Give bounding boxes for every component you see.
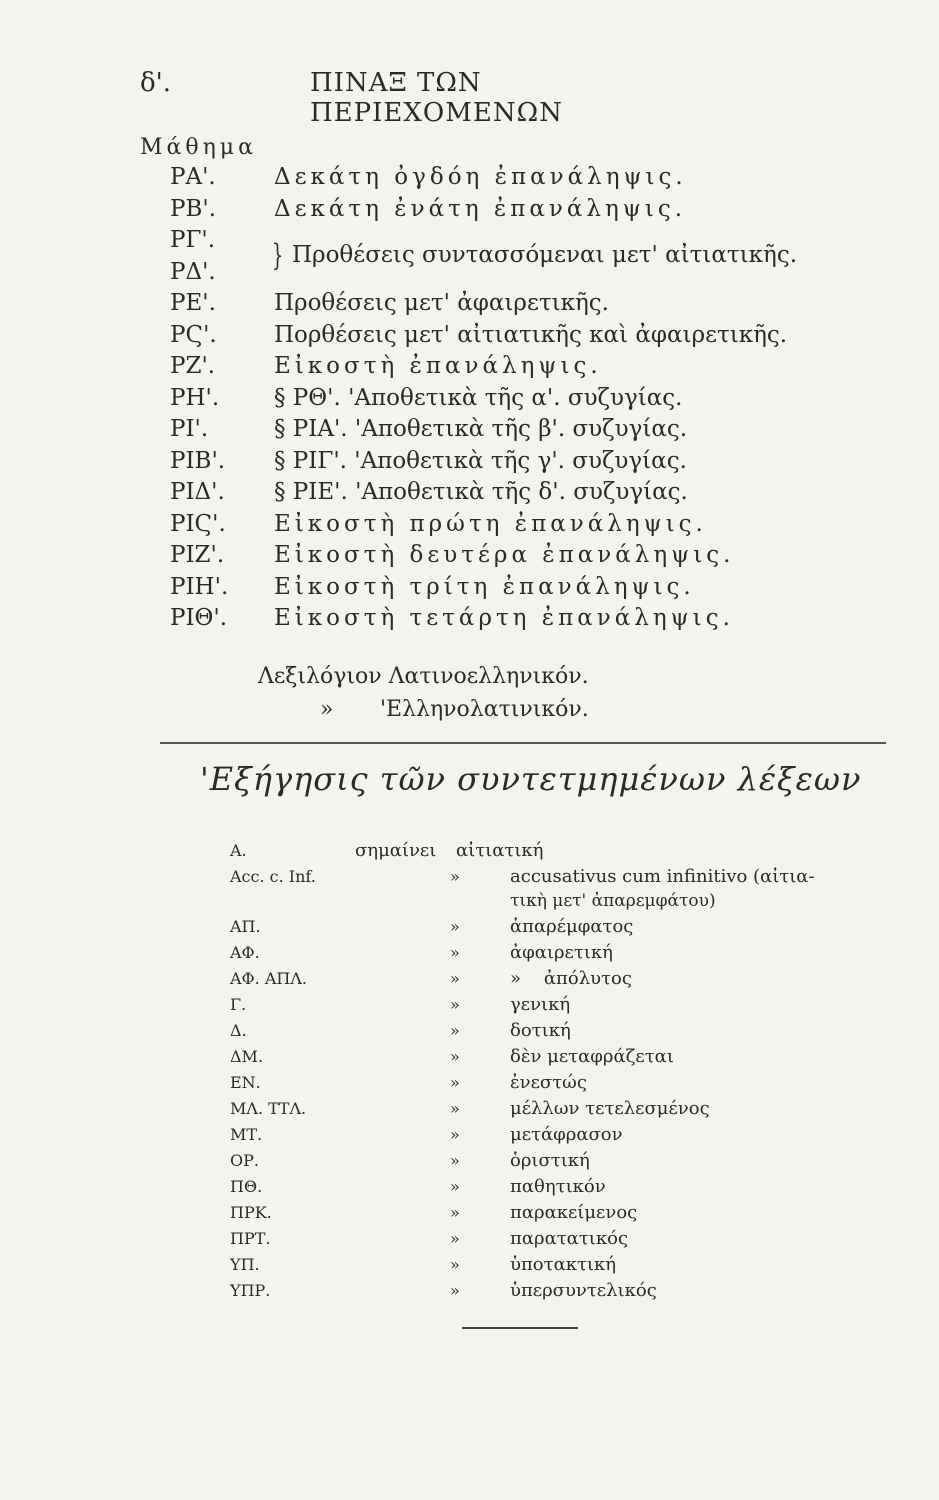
toc-text: § ΡΙΓ'. 'Αποθετικὰ τῆς γ'. συζυγίας. (274, 447, 687, 474)
ditto-mark: » (450, 1229, 460, 1248)
closing-rule (462, 1327, 578, 1329)
toc-number: ΡΗ'. (170, 384, 220, 411)
abbr-row (230, 1122, 910, 1148)
toc-entry (170, 477, 870, 509)
abbr-key: ΠΡΚ. (230, 1203, 272, 1222)
toc-number: ΡΓ'. (170, 227, 216, 253)
toc-entry (170, 320, 870, 352)
toc-number: ΡΙΘ'. (170, 605, 228, 631)
abbr-row (230, 1200, 910, 1226)
abbr-key: ΠΡΤ. (230, 1229, 271, 1248)
abbr-row (230, 1096, 910, 1122)
ditto-mark: » (450, 1021, 460, 1040)
toc-bracket-text: Προθέσεις συντασσόμεναι μετ' αἰτιατικῆς. (292, 242, 798, 268)
ditto-mark: » (450, 867, 460, 886)
ditto-mark: » (450, 943, 460, 962)
abbr-meaning: δοτική (510, 1020, 571, 1041)
abbr-key: ΔΜ. (230, 1047, 264, 1066)
toc-text: § ΡΙΑ'. 'Αποθετικὰ τῆς β'. συζυγίας. (274, 416, 688, 442)
ditto-mark: » (450, 1255, 460, 1274)
ditto-mark: » (450, 1281, 460, 1300)
abbr-row (230, 1044, 910, 1070)
abbr-key: ΑΦ. ΑΠΛ. (230, 969, 307, 988)
abbr-row (230, 1174, 910, 1200)
abbr-row (230, 838, 910, 864)
toc-entry (170, 383, 870, 415)
abbr-meaning: μετάφρασον (510, 1124, 623, 1145)
abbr-key: ΑΠ. (230, 917, 261, 936)
abbr-meaning: αἰτιατική (456, 840, 544, 861)
abbr-key: ΜΤ. (230, 1125, 263, 1144)
abbr-key: ΥΠ. (230, 1255, 260, 1274)
brace-icon: } (271, 238, 284, 273)
abbr-key: Α. (230, 841, 247, 860)
abbr-meaning: ἐνεστώς (510, 1072, 587, 1093)
abbr-row (230, 940, 910, 966)
abbr-key: Acc. c. Inf. (230, 867, 316, 886)
toc-entry (170, 257, 870, 289)
lexicon-latin-greek: Λεξιλόγιον Λατινοελληνικόν. (258, 664, 589, 689)
toc-number: ΡΔ'. (170, 258, 216, 285)
toc-number: ΡΙ'. (170, 416, 209, 442)
abbr-key: ΕΝ. (230, 1073, 261, 1092)
toc-entry (170, 603, 870, 635)
abbr-meaning: μέλλων τετελεσμένος (510, 1098, 710, 1119)
toc-number: ΡΙΖ'. (170, 542, 225, 568)
ditto-mark: » (450, 1099, 460, 1118)
ditto-mark: » (450, 995, 460, 1014)
abbr-meaning: accusativus cum infinitivo (αἰτια- (510, 866, 815, 887)
toc-number: ΡΑ'. (170, 164, 216, 190)
toc-text: § ΡΘ'. 'Αποθετικὰ τῆς α'. συζυγίας. (274, 384, 683, 411)
abbr-key: ΥΠΡ. (230, 1281, 271, 1300)
abbr-key: ΜΛ. ΤΤΛ. (230, 1099, 307, 1118)
abbr-row (230, 864, 910, 914)
ditto-mark: » (450, 1151, 460, 1170)
toc-entry (170, 572, 870, 604)
abbr-meaning: ἀπαρέμφατος (510, 916, 634, 937)
toc-list (170, 162, 870, 635)
toc-text: Εἰκοστὴ ἐπανάληψις. (274, 353, 602, 379)
toc-number: ΡΖ'. (170, 353, 216, 379)
ditto-mark: » (320, 697, 334, 722)
toc-number: ΡΙϚ'. (170, 510, 226, 537)
abbreviations-list (230, 838, 910, 1304)
abbr-row (230, 1070, 910, 1096)
toc-label: Μάθημα (140, 135, 257, 160)
toc-entry (170, 446, 870, 478)
abbr-meaning: παρακείμενος (510, 1202, 638, 1223)
page-header (140, 68, 740, 128)
abbr-key: ΠΘ. (230, 1177, 263, 1196)
abbr-meaning-continuation: τικὴ μετ' ἀπαρεμφάτου) (510, 891, 716, 911)
toc-text: Εἰκοστὴ πρώτη ἐπανάληψις. (274, 510, 707, 537)
abbr-row (230, 966, 910, 992)
abbr-row (230, 992, 910, 1018)
toc-entry (170, 194, 870, 226)
toc-entry (170, 288, 870, 320)
lexicon-greek-latin-text: 'Ελληνολατινικόν. (380, 697, 589, 722)
toc-text: Προθέσεις μετ' ἀφαιρετικῆς. (274, 290, 609, 316)
abbr-row (230, 914, 910, 940)
toc-number: ΡϚ'. (170, 321, 217, 348)
abbr-row (230, 1278, 910, 1304)
abbr-meaning: παρατατικός (510, 1228, 629, 1249)
abbr-meaning: παθητικόν (510, 1176, 606, 1197)
ditto-mark: » (450, 969, 460, 988)
lexicon-greek-latin (258, 697, 589, 722)
ditto-mark: » (450, 917, 460, 936)
abbr-key: ΟΡ. (230, 1151, 259, 1170)
abbr-meaning: ὁριστική (510, 1150, 590, 1171)
ditto-mark: » (450, 1073, 460, 1092)
abbr-meaning: ἀφαιρετική (510, 942, 613, 963)
section-divider (160, 742, 886, 744)
abbr-meaning: ὑπερσυντελικός (510, 1280, 657, 1301)
abbr-key: Γ. (230, 995, 247, 1014)
abbr-key: ΑΦ. (230, 943, 260, 962)
abbr-caption: σημαίνει (355, 840, 437, 861)
abbreviations-heading: 'Εξήγησις τῶν συντετμημένων λέξεων (200, 760, 862, 798)
abbr-key: Δ. (230, 1021, 247, 1040)
abbr-meaning: ὑποτακτική (510, 1254, 617, 1275)
toc-entry (170, 414, 870, 446)
toc-number: ΡΙΒ'. (170, 447, 226, 474)
toc-text: Εἰκοστὴ τετάρτη ἐπανάληψις. (274, 605, 734, 631)
ditto-mark: » (450, 1125, 460, 1144)
toc-text: Εἰκοστὴ δευτέρα ἐπανάληψις. (274, 542, 735, 568)
toc-text: Πορθέσεις μετ' αἰτιατικῆς καὶ ἀφαιρετικῆς. (274, 321, 788, 348)
abbr-row (230, 1226, 910, 1252)
toc-text: Δεκάτη ἐνάτη ἐπανάληψις. (274, 195, 687, 222)
ditto-mark: » (450, 1047, 460, 1066)
abbr-row (230, 1018, 910, 1044)
toc-entry (170, 162, 870, 194)
toc-number: ΡΙΗ'. (170, 573, 229, 600)
page-number: δ'. (140, 68, 172, 98)
abbr-row (230, 1148, 910, 1174)
toc-text: Εἰκοστὴ τρίτη ἐπανάληψις. (274, 573, 695, 600)
toc-text: § ΡΙΕ'. 'Αποθετικὰ τῆς δ'. συζυγίας. (274, 479, 688, 505)
ditto-mark: » (450, 1177, 460, 1196)
toc-number: ΡΕ'. (170, 290, 216, 316)
abbr-meaning: » ἀπόλυτος (510, 968, 632, 989)
toc-number: ΡΙΔ'. (170, 479, 225, 505)
toc-entry (170, 509, 870, 541)
abbr-meaning: γενική (510, 994, 571, 1015)
abbr-meaning: δὲν μεταφράζεται (510, 1046, 674, 1067)
page-title: ΠΙΝΑΞ ΤΩΝ ΠΕΡΙΕΧΟΜΕΝΩΝ (310, 68, 563, 128)
toc-entry (170, 351, 870, 383)
toc-entry (170, 540, 870, 572)
abbr-row (230, 1252, 910, 1278)
ditto-mark: » (450, 1203, 460, 1222)
toc-number: ΡΒ'. (170, 195, 217, 222)
toc-text: Δεκάτη ὀγδόη ἐπανάληψις. (274, 164, 687, 190)
